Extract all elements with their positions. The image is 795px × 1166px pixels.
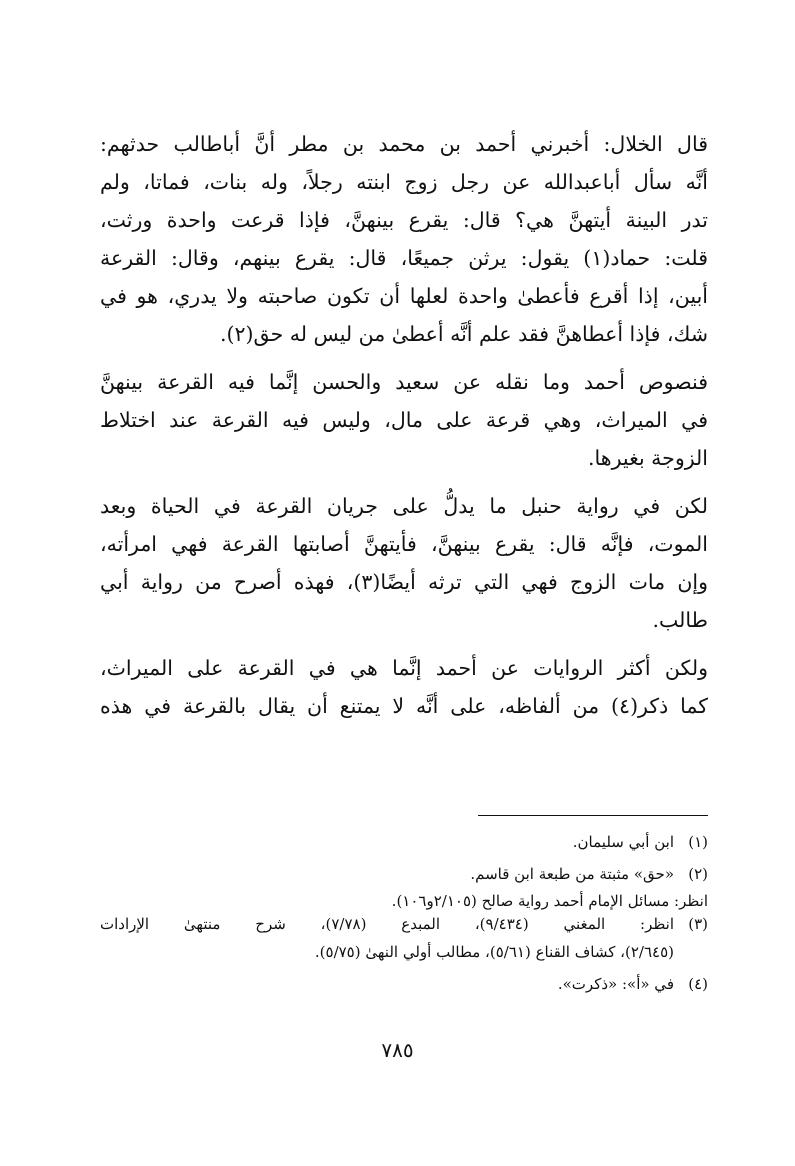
footnote-text: ابن أبي سليمان. <box>572 833 674 851</box>
text-line: قلت: حماد(١) يقول: يرثن جميعًا، قال: يقرع بينهم، وقال: القرعة <box>100 246 708 270</box>
page-number: ٧٨٥ <box>381 1038 414 1062</box>
text-line: ولكن أكثر الروايات عن أحمد إنَّما هي في القرعة على الميراث، <box>100 656 708 680</box>
footnote-text: في «أ»: «ذكرت». <box>557 975 674 993</box>
footnote-number: (٢) <box>688 865 708 883</box>
footnote-number: (٣) <box>688 915 708 933</box>
text-line: أبين، إذا أقرع فأعطىٰ واحدة لعلها أن تكون صاحبته ولا يدري، هو في <box>100 284 708 308</box>
text-line: قال الخلال: أخبرني أحمد بن محمد بن مطر أنَّ أباطالب حدثهم: <box>100 132 708 156</box>
footnote-number: (١) <box>688 833 708 851</box>
text-line: الموت، فإنَّه قال: يقرع بينهنَّ، فأيتهنَّ أصابتها القرعة فهي امرأته، <box>100 532 708 556</box>
footnote-text: انظر: المغني (٩/٤٣٤)، المبدع (٧/٧٨)، شرح منتهىٰ الإرادات <box>100 915 674 933</box>
footnotes <box>100 828 708 1002</box>
footnote-3 <box>100 910 708 966</box>
footnote-number: (٤) <box>688 975 708 993</box>
text-line: في الميراث، وهي قرعة على مال، وليس فيه القرعة عند اختلاط <box>100 408 708 432</box>
text-line: فنصوص أحمد وما نقله عن سعيد والحسن إنَّما فيه القرعة بينهنَّ <box>100 370 708 394</box>
text-line: لكن في رواية حنبل ما يدلُّ على جريان القرعة في الحياة وبعد <box>100 494 708 518</box>
footnote-text: (٢/٦٤٥)، كشاف القناع (٥/٦١)، مطالب أولي النهىٰ (٥/٧٥). <box>314 943 674 961</box>
footnote-1 <box>100 828 708 856</box>
footnote-4 <box>100 970 708 998</box>
text-line: تدر البينة أيتهنَّ هي؟ قال: يقرع بينهنَّ، فإذا قرعت واحدة ورثت، <box>100 208 708 232</box>
paragraph-4 <box>100 649 708 725</box>
main-text <box>100 125 708 735</box>
footnote-separator <box>478 815 708 816</box>
footnote-2 <box>100 860 708 888</box>
paragraph-1 <box>100 125 708 353</box>
text-line: الزوجة بغيرها. <box>588 446 708 470</box>
text-line: شك، فإذا أعطاهنَّ فقد علم أنَّه أعطىٰ من ليس له حق(٢). <box>219 322 708 346</box>
text-line: أنَّه سأل أباعبدالله عن رجل زوج ابنته رجلاً، وله بنات، فماتا، ولم <box>100 170 708 194</box>
paragraph-2 <box>100 363 708 477</box>
paragraph-3 <box>100 487 708 639</box>
text-line: وإن مات الزوج فهي التي ترثه أيضًا(٣)، فهذه أصرح من رواية أبي <box>100 570 708 594</box>
text-line: كما ذكر(٤) من ألفاظه، على أنَّه لا يمتنع أن يقال بالقرعة في هذه <box>100 694 708 718</box>
footnote-2-continuation: انظر: مسائل الإمام أحمد رواية صالح (٢/١٠٥و١٠٦). <box>391 892 708 910</box>
text-line: طالب. <box>652 608 708 632</box>
footnote-text: «حق» مثبتة من طبعة ابن قاسم. <box>470 865 674 883</box>
